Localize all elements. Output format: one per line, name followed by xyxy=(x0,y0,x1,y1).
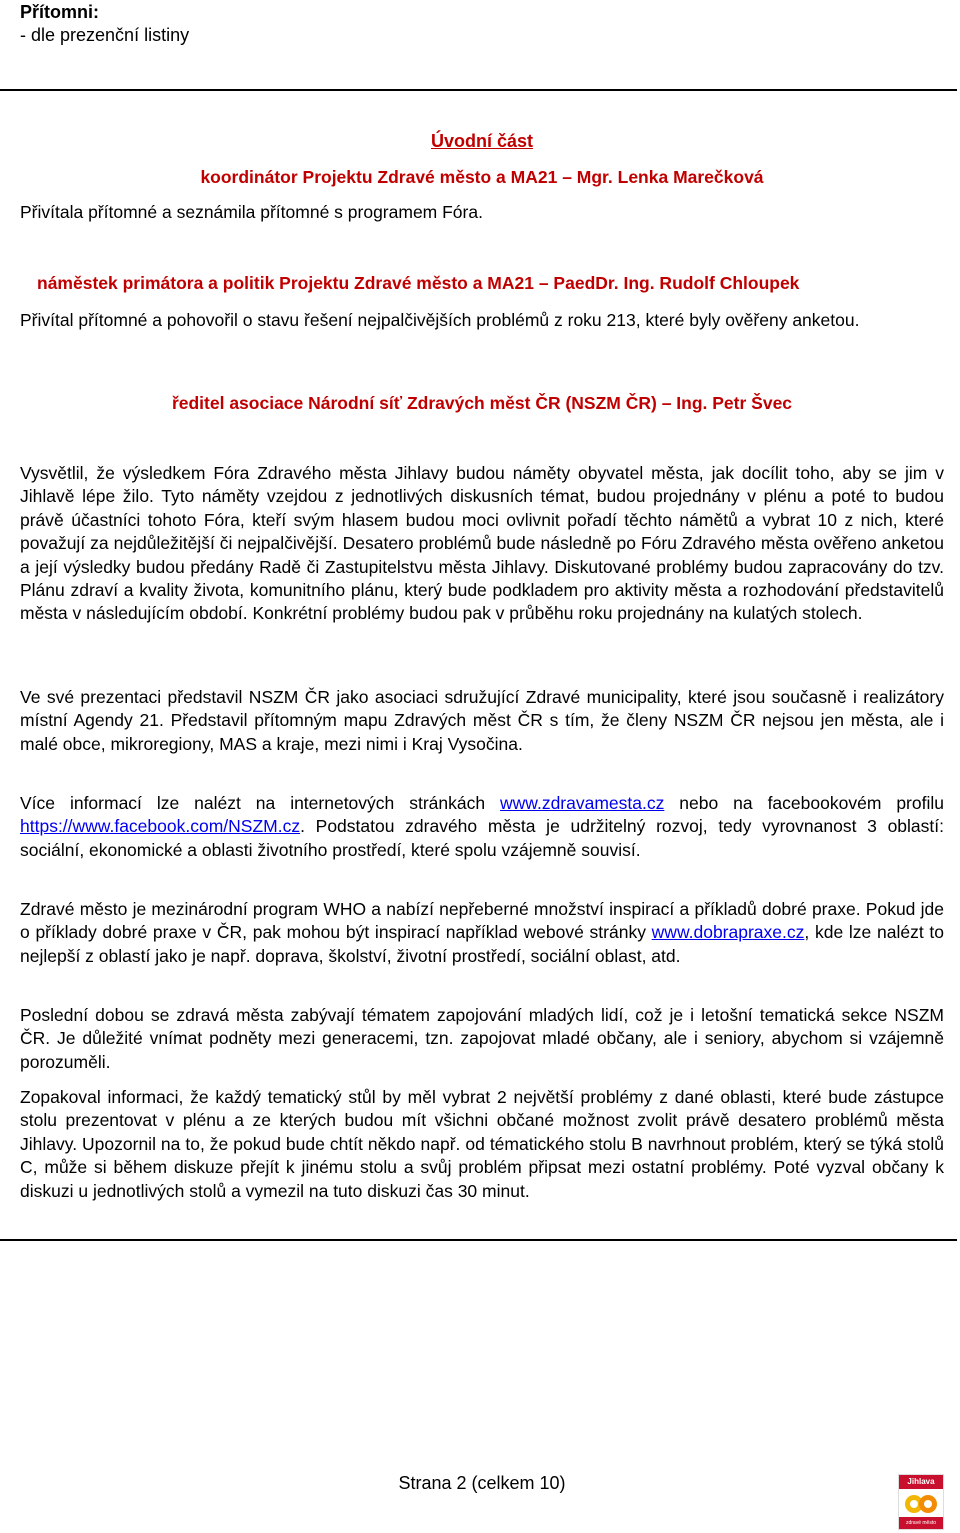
speaker-coordinator: koordinátor Projektu Zdravé město a MA21 – Mgr. Lenka Marečková xyxy=(200,167,764,187)
attendance-line: - dle prezenční listiny xyxy=(20,25,190,45)
divider-bottom xyxy=(0,1239,957,1241)
divider-top xyxy=(0,89,957,91)
section-heading: Úvodní část xyxy=(430,131,534,151)
speaker-director: ředitel asociace Národní síť Zdravých měst ČR (NSZM ČR) – Ing. Petr Švec xyxy=(171,393,793,413)
paragraph-chloupek: Přivítal přítomné a pohovořil o stavu řešení nejpalčivějších problémů z roku 213, které byly ověřeny anketou. xyxy=(20,310,860,330)
jihlava-logo xyxy=(898,1474,944,1530)
paragraph-forum-results: Vysvětlil, že výsledkem Fóra Zdravého města Jihlavy budou náměty obyvatel města, jak docílit toho, aby se jim v Jihlavě lépe žilo. Tyto náměty vzejdou z jednotlivých diskusních témat, budou projednány v plénu a poté to budou právě účastníci tohoto Fóra, kteří svým hlasem budou moci ovlivnit pořadí těchto námětů a vybrat 10 z nich, které považují za nejdůležitější či nejpalčivější. Desatero problémů bude následně po Fóru Zdravého města ověřeno anketou a její výsledky budou předány Radě či Zastupitelstvu města Jihlavy. Diskutované problémy budou zapracovány do tzv. Plánu zdraví a kvality života, komunitního plánu, který bude podkladem pro aktivity města a rozhodování představitelů města v následujícím období. Konkrétní problémy budou pak v průběhu roku projednány na kulatých stolech. xyxy=(20,463,944,624)
attendance-title: Přítomni: xyxy=(20,2,99,22)
logo-emblem-icon xyxy=(899,1489,943,1519)
paragraph-text: Více informací lze nalézt na internetových stránkách xyxy=(20,793,501,813)
paragraph-youth: Poslední dobou se zdravá města zabývají tématem zapojování mladých lidí, což je i letošní tematická sekce NSZM ČR. Je důležité vnímat podněty mezi generacemi, tzn. zapojovat mladé občany, ale i seniory, abychom si vzájemně porozuměli. xyxy=(20,1005,944,1072)
page-number: Strana 2 (celkem 10) xyxy=(398,1473,566,1493)
paragraph-text: , kde lze nalézt to nejlepší z oblastí jako je např. doprava, školství, životní prostředí, sociální oblast, atd. xyxy=(20,922,944,966)
link-facebook[interactable]: https://www.facebook.com/NSZM.cz xyxy=(20,816,301,837)
paragraph-text: Zdravé město je mezinárodní program WHO a nabízí nepřeberné množství inspirací a příkladů dobré praxe. Pokud jde o příklady dobré praxe v ČR, pak mohou být inspirací například webové stránky xyxy=(20,899,944,943)
logo-bottom-text: zdravé město xyxy=(899,1517,943,1529)
link-zdravamesta[interactable]: www.zdravamesta.cz xyxy=(500,793,665,813)
paragraph-more-info xyxy=(20,792,944,862)
paragraph-nszm-presentation: Ve své prezentaci představil NSZM ČR jako asociaci sdružující Zdravé municipality, které jsou současně i realizátory místní Agendy 21. Představil přítomným mapu Zdravých měst ČR s tím, že členy NSZM ČR nejsou jen města, ale i malé obce, mikroregiony, MAS a kraje, mezi nimi i Kraj Vysočina. xyxy=(20,687,944,754)
paragraph-who-program xyxy=(20,898,944,968)
paragraph-intro: Přivítala přítomné a seznámila přítomné s programem Fóra. xyxy=(20,202,483,222)
paragraph-text: . Podstatou zdravého města je udržitelný rozvoj, tedy vyrovnanost 3 oblastí: sociální, ekonomické a oblasti životního prostředí, které spolu vzájemně souvisí. xyxy=(20,816,944,860)
logo-top-text: Jihlava xyxy=(899,1475,943,1489)
paragraph-text: nebo na facebookovém profilu xyxy=(664,793,944,813)
speaker-deputy-mayor: náměstek primátora a politik Projektu Zdravé město a MA21 – PaedDr. Ing. Rudolf Chloupek xyxy=(37,273,800,293)
paragraph-tables: Zopakoval informaci, že každý tematický stůl by měl vybrat 2 největší problémy z dané oblasti, které bude zástupce stolu prezentovat v plénu a ze kterých budou mít všichni občané možnost zvolit právě desatero problémů města Jihlavy. Upozornil na to, že pokud bude chtít někdo např. od tématického stolu B navrhnout problém, který se týká stolů C, může si během diskuze přejít k jinému stolu a svůj problém připsat mezi ostatní problémy. Poté vyzval občany k diskuzi u jednotlivých stolů a vymezil na tuto diskuzi čas 30 minut. xyxy=(20,1087,944,1201)
link-dobrapraxe[interactable]: www.dobrapraxe.cz xyxy=(651,922,805,943)
